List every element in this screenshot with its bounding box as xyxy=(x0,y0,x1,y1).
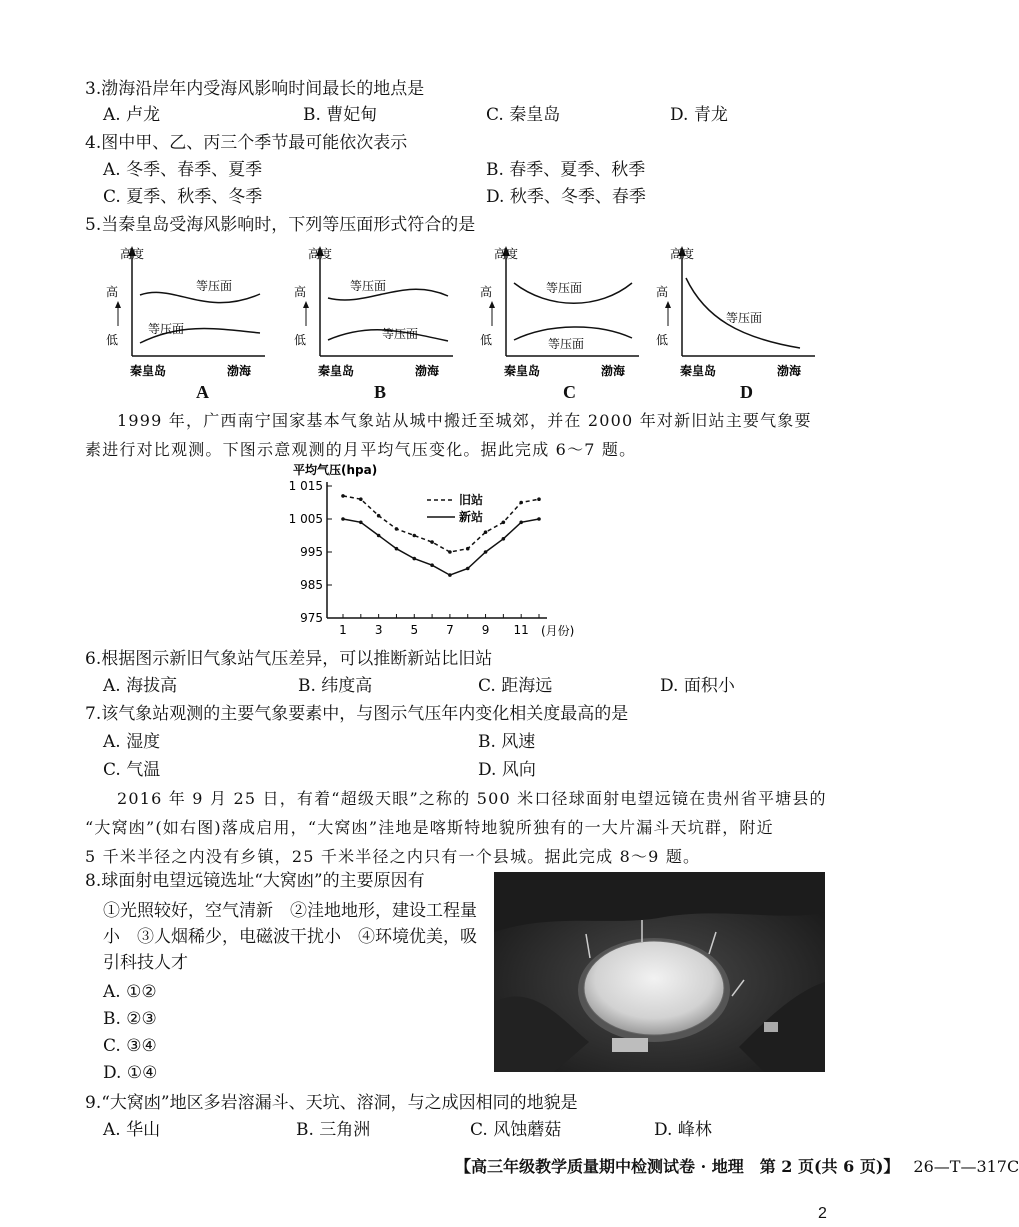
series-point xyxy=(412,557,416,561)
diagram-c-letter: C xyxy=(563,382,576,402)
series-point xyxy=(484,530,488,534)
series-point xyxy=(395,547,399,551)
diagram-c-low: 低 xyxy=(480,333,493,347)
diagram-d-low: 低 xyxy=(656,333,669,347)
diagram-d-letter: D xyxy=(740,382,753,402)
diagram-c-right: 渤海 xyxy=(601,364,626,378)
diagram-a-high: 高 xyxy=(106,285,119,299)
q8-option-c: C. ③④ xyxy=(103,1036,157,1056)
diagram-b-left: 秦皇岛 xyxy=(318,364,355,378)
diagram-c-iso-label-1: 等压面 xyxy=(546,281,583,295)
y-tick-label: 1 015 xyxy=(288,479,323,493)
diagram-d-high: 高 xyxy=(656,285,669,299)
passage1-line-1: 1999 年，广西南宁国家基本气象站从城中搬迁至城郊，并在 2000 年对新旧站主要气象要 xyxy=(117,411,812,430)
q3-option-c: C. 秦皇岛 xyxy=(486,105,561,125)
q4-option-c: C. 夏季、秋季、冬季 xyxy=(103,187,263,207)
q4-option-d: D. 秋季、冬季、春季 xyxy=(486,187,646,207)
q6-option-c: C. 距海远 xyxy=(478,676,553,696)
q9-option-d: D. 峰林 xyxy=(654,1120,712,1140)
legend-new-station: 新站 xyxy=(459,510,484,524)
x-tick-label: 7 xyxy=(446,623,454,637)
q3-stem: 3.渤海沿岸年内受海风影响时间最长的地点是 xyxy=(85,79,425,99)
diagram-a-iso-label-2: 等压面 xyxy=(148,322,185,336)
chart-title: 平均气压(hpa) xyxy=(293,463,378,477)
q7-option-a: A. 湿度 xyxy=(103,732,161,752)
passage-fast-telescope xyxy=(85,784,825,871)
q8-body-line-3: 引科技人才 xyxy=(103,953,188,973)
diagram-b-right: 渤海 xyxy=(415,364,440,378)
series-point xyxy=(341,517,345,521)
y-tick-label: 995 xyxy=(300,545,323,559)
q4-stem: 4.图中甲、乙、丙三个季节最可能依次表示 xyxy=(85,133,408,153)
q8-body-line-1: ①光照较好，空气清新 ②洼地地形，建设工程量 xyxy=(103,901,477,921)
series-point xyxy=(430,540,434,544)
passage2-line-2: “大窝凼”(如右图)落成启用，“大窝凼”洼地是喀斯特地貌所独有的一大片漏斗天坑群，附近 xyxy=(85,818,774,837)
diagram-d-iso-label-1: 等压面 xyxy=(726,311,763,325)
series-point xyxy=(412,534,416,538)
diagram-c-left: 秦皇岛 xyxy=(504,364,541,378)
diagram-d-right: 渤海 xyxy=(777,364,802,378)
series-point xyxy=(502,521,506,525)
series-point xyxy=(466,547,470,551)
q9-option-a: A. 华山 xyxy=(103,1120,161,1140)
series-point xyxy=(377,534,381,538)
series-point xyxy=(537,497,541,501)
series-point xyxy=(430,563,434,567)
diagram-b-ylabel: 高度 xyxy=(308,247,333,261)
isobar-diagram-b xyxy=(288,238,463,383)
diagram-c-high: 高 xyxy=(480,285,493,299)
diagram-c-ylabel: 高度 xyxy=(494,247,519,261)
q8-stem: 8.球面射电望远镜选址“大窝凼”的主要原因有 xyxy=(85,871,425,891)
q6-option-b: B. 纬度高 xyxy=(298,676,373,696)
series-point xyxy=(377,514,381,518)
y-tick-label: 985 xyxy=(300,578,323,592)
y-tick-label: 975 xyxy=(300,611,323,625)
q8-option-a: A. ①② xyxy=(103,982,157,1002)
x-tick-label: 5 xyxy=(410,623,419,637)
page-number: 2 xyxy=(818,1205,827,1222)
diagram-a-iso-label-1: 等压面 xyxy=(196,279,233,293)
y-axis-ticks xyxy=(289,479,332,625)
q7-option-b: B. 风速 xyxy=(478,732,536,752)
series-point xyxy=(502,537,506,541)
q3-option-a: A. 卢龙 xyxy=(103,105,161,125)
diagram-b-high: 高 xyxy=(294,285,307,299)
series-point xyxy=(359,497,363,501)
diagram-a-ylabel: 高度 xyxy=(120,247,145,261)
q3-option-d: D. 青龙 xyxy=(670,105,728,125)
series-point xyxy=(395,527,399,531)
q8-body-line-2: 小 ③人烟稀少，电磁波干扰小 ④环境优美，吸 xyxy=(103,927,477,947)
series-point xyxy=(448,573,452,577)
q9-stem: 9.“大窝凼”地区多岩溶漏斗、天坑、溶洞，与之成因相同的地貌是 xyxy=(85,1093,578,1113)
diagram-b-iso-label-2: 等压面 xyxy=(382,327,419,341)
q5-stem: 5.当秦皇岛受海风影响时，下列等压面形式符合的是 xyxy=(85,215,476,235)
page-footer xyxy=(455,1154,1019,1177)
q7-stem: 7.该气象站观测的主要气象要素中，与图示气压年内变化相关度最高的是 xyxy=(85,704,629,724)
diagram-b-low: 低 xyxy=(294,333,307,347)
x-axis-label: (月份) xyxy=(541,624,575,638)
diagram-b-letter: B xyxy=(374,382,387,402)
pressure-line-chart xyxy=(285,460,595,640)
x-tick-label: 11 xyxy=(513,623,529,637)
series-line-old-station xyxy=(343,496,539,552)
diagram-a-low: 低 xyxy=(106,333,119,347)
series-point xyxy=(484,550,488,554)
q6-option-d: D. 面积小 xyxy=(660,676,735,696)
chart-series xyxy=(341,494,541,577)
isobar-diagram-a xyxy=(100,238,275,383)
isobar-diagram-c xyxy=(474,238,649,383)
q9-option-b: B. 三角洲 xyxy=(296,1120,371,1140)
q6-option-a: A. 海拔高 xyxy=(103,676,178,696)
passage-weather-station xyxy=(85,406,825,464)
diagram-c-iso-label-2: 等压面 xyxy=(548,337,585,351)
q8-option-b: B. ②③ xyxy=(103,1009,157,1029)
q7-option-c: C. 气温 xyxy=(103,760,161,780)
x-tick-label: 1 xyxy=(339,623,347,637)
series-point xyxy=(537,517,541,521)
fast-telescope-image xyxy=(494,872,825,1072)
legend-old-station: 旧站 xyxy=(459,493,484,507)
isobar-diagram-d xyxy=(650,238,825,383)
q3-option-b: B. 曹妃甸 xyxy=(303,105,378,125)
footer-code: 26—T—317C xyxy=(913,1157,1019,1176)
q4-option-a: A. 冬季、春季、夏季 xyxy=(103,160,263,180)
q4-option-b: B. 春季、夏季、秋季 xyxy=(486,160,646,180)
series-point xyxy=(448,550,452,554)
series-point xyxy=(341,494,345,498)
diagram-d-left: 秦皇岛 xyxy=(680,364,717,378)
x-tick-label: 3 xyxy=(374,623,383,637)
chart-legend xyxy=(427,492,483,524)
q7-option-d: D. 风向 xyxy=(478,760,536,780)
x-tick-label: 9 xyxy=(481,623,490,637)
diagram-b-iso-label-1: 等压面 xyxy=(350,279,387,293)
diagram-a-letter: A xyxy=(196,382,209,402)
passage2-line-1: 2016 年 9 月 25 日，有着“超级天眼”之称的 500 米口径球面射电望远镜在贵州省平塘县的 xyxy=(117,789,827,808)
passage1-line-2: 素进行对比观测。下图示意观测的月平均气压变化。据此完成 6～7 题。 xyxy=(85,440,637,459)
series-point xyxy=(519,521,523,525)
passage2-line-3: 5 千米半径之内没有乡镇，25 千米半径之内只有一个县城。据此完成 8～9 题。 xyxy=(85,847,701,866)
series-point xyxy=(359,521,363,525)
diagram-d-ylabel: 高度 xyxy=(670,247,695,261)
q6-stem: 6.根据图示新旧气象站气压差异，可以推断新站比旧站 xyxy=(85,649,493,669)
series-point xyxy=(466,567,470,571)
y-tick-label: 1 005 xyxy=(288,512,323,526)
diagram-a-right: 渤海 xyxy=(227,364,252,378)
series-point xyxy=(519,501,523,505)
q9-option-c: C. 风蚀蘑菇 xyxy=(470,1120,562,1140)
q8-option-d: D. ①④ xyxy=(103,1063,158,1083)
footer-title: 【高三年级教学质量期中检测试卷 · 地理 第 2 页(共 6 页)】 xyxy=(455,1157,900,1176)
telescope-photo xyxy=(494,872,825,1072)
diagram-a-left: 秦皇岛 xyxy=(130,364,167,378)
